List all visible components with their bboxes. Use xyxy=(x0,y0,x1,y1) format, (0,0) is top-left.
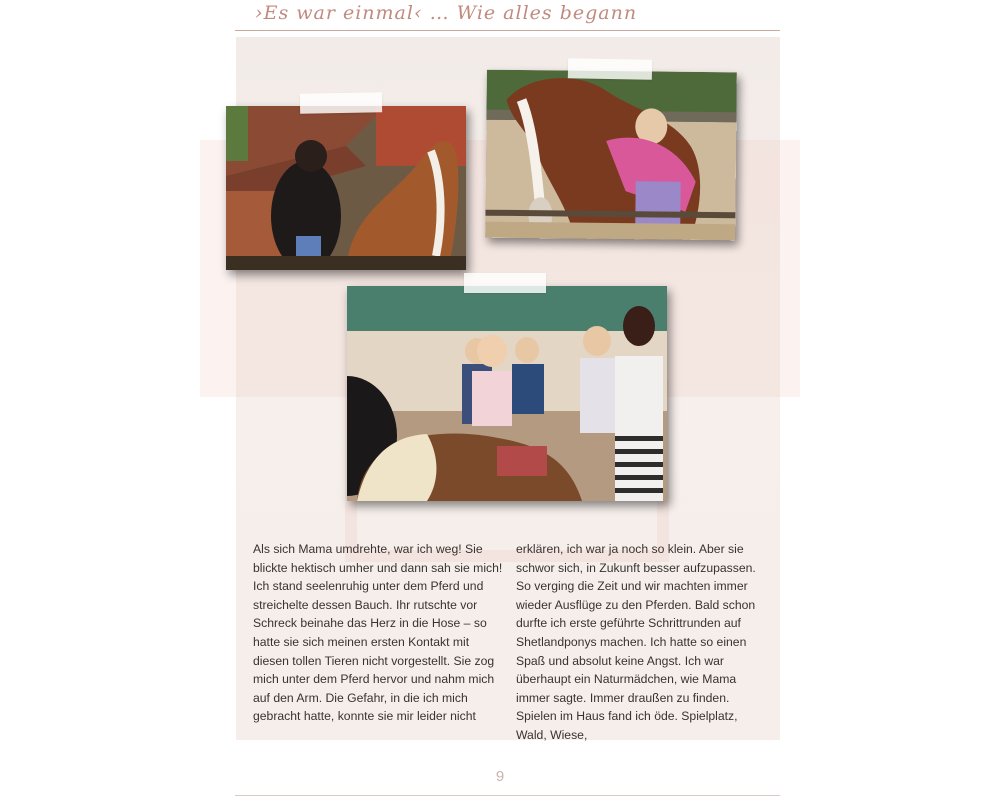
footer-divider xyxy=(235,795,780,796)
body-paragraph: Als sich Mama umdrehte, war ich weg! Sie blickte hektisch umher und dann sah sie mich! Ich stand seelenruhig unter dem Pferd und streichelte dessen Bauch. Ihr rutschte vor Schreck beinahe das Herz in die Hose – so hatte sie sich meinen ersten Kontakt mit diesen tollen Tieren nicht vorgestellt. Sie zog mich unter dem Pferd hervor und nahm mich auf den Arm. Die Gefahr, in die ich mich gebracht hatte, konnte sie mir leider nicht xyxy=(253,542,503,724)
photo-pony-ride-icon xyxy=(347,286,667,501)
page-number: 9 xyxy=(495,768,505,785)
tape-strip xyxy=(568,58,652,79)
photo-child-petting-horse xyxy=(485,70,737,241)
running-header xyxy=(235,0,780,31)
text-column-right xyxy=(516,540,766,745)
photo-child-on-pony xyxy=(347,286,667,501)
chapter-title: ›Es war einmal‹ … Wie alles begann xyxy=(255,2,638,24)
photo-woman-on-horse-icon xyxy=(226,106,466,270)
photo-riding-adult xyxy=(226,106,466,270)
tape-strip xyxy=(464,273,546,293)
body-paragraph: erklären, ich war ja noch so klein. Aber sie schwor sich, in Zukunft besser aufzupassen. So verging die Zeit und wir machten immer wieder Ausflüge zu den Pferden. Bald schon durfte ich erste geführte Schrittrunden auf Shetlandponys machen. Ich hatte so einen Spaß und absolut keine Angst. Ich war überhaupt ein Naturmädchen, wie Mama immer sagte. Immer draußen zu finden. Spielen im Haus fand ich öde. Spielplatz, Wald, Wiese, xyxy=(516,542,756,742)
text-column-left xyxy=(253,540,503,726)
photo-child-horse-icon xyxy=(485,70,737,241)
tape-strip xyxy=(300,92,382,113)
